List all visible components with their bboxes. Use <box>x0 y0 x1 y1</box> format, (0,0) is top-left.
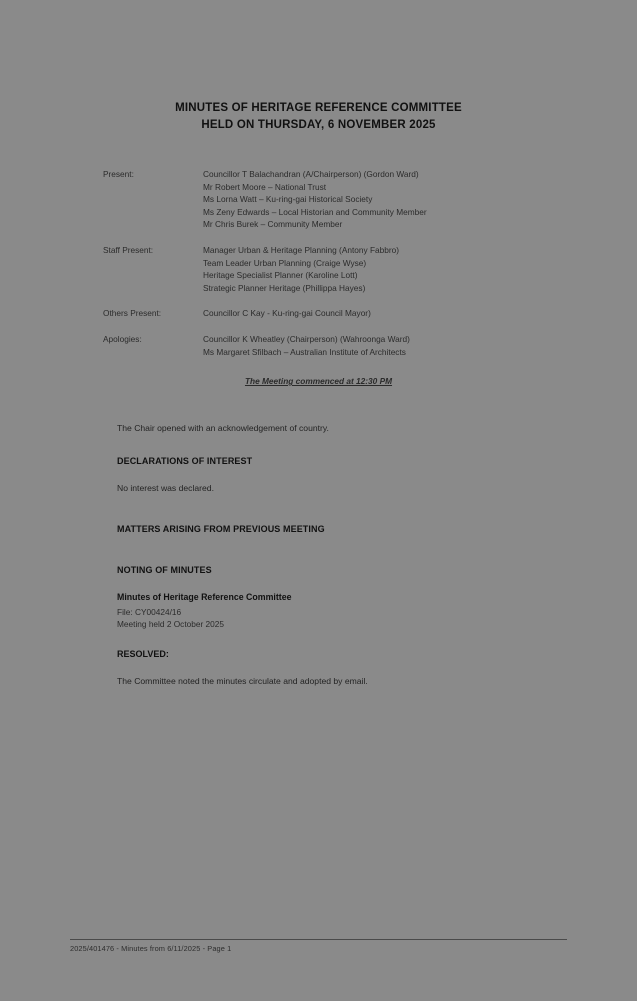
attendance-row-others-present <box>103 307 567 320</box>
attendance-label: Staff Present: <box>103 244 154 255</box>
document-body <box>117 422 567 688</box>
page-footer <box>70 939 567 953</box>
attendance-entry: Strategic Planner Heritage (Phillippa Hayes) <box>203 282 366 293</box>
attendance-entry: Ms Margaret Sfilbach – Australian Institute of Architects <box>203 346 406 357</box>
attendance-entry: Councillor C Kay - Ku-ring-gai Council Mayor) <box>203 308 371 319</box>
attendance-values <box>203 168 567 231</box>
attendance-label: Others Present: <box>103 308 162 319</box>
attendance-row-apologies <box>103 333 567 358</box>
meeting-commenced-note: The Meeting commenced at 12:30 PM <box>244 376 393 387</box>
attendance-values <box>203 307 567 320</box>
section-body-declarations: No interest was declared. <box>117 483 214 494</box>
attendance-entry: Councillor T Balachandran (A/Chairperson) (Gordon Ward) <box>203 169 419 179</box>
resolved-text: The Committee noted the minutes circulate and adopted by email. <box>117 676 368 687</box>
attendance-entry: Heritage Specialist Planner (Karoline Lott) <box>203 270 358 281</box>
attendance-entry: Mr Chris Burek – Community Member <box>203 219 343 230</box>
section-heading-matters-arising: MATTERS ARISING FROM PREVIOUS MEETING <box>117 524 325 535</box>
attendance-entry: Manager Urban & Heritage Planning (Antony Fabbro) <box>203 244 400 255</box>
attendance-entry: Team Leader Urban Planning (Craige Wyse) <box>203 257 367 268</box>
attendance-entry: Ms Zeny Edwards – Local Historian and Community Member <box>203 206 427 217</box>
document-title <box>0 100 637 134</box>
footer-divider <box>70 939 567 940</box>
acknowledgement-paragraph: The Chair opened with an acknowledgement of country. <box>117 423 329 434</box>
attendance-label: Present: <box>103 169 134 179</box>
attendance-row-present <box>103 168 567 231</box>
section-heading-noting-of-minutes: NOTING OF MINUTES <box>117 565 212 576</box>
resolved-label: RESOLVED: <box>117 649 169 660</box>
attendance-label: Apologies: <box>103 333 142 344</box>
attendance-values <box>203 333 567 358</box>
minutes-file-reference: File: CY00424/16 <box>117 607 182 618</box>
attendance-entry: Mr Robert Moore – National Trust <box>203 181 327 192</box>
attendance-row-staff-present <box>103 244 567 294</box>
attendance-entry: Councillor K Wheatley (Chairperson) (Wahroonga Ward) <box>203 333 410 344</box>
title-line-2: HELD ON THURSDAY, 6 NOVEMBER 2025 <box>201 119 436 131</box>
minutes-subheading: Minutes of Heritage Reference Committee <box>117 592 292 603</box>
attendance-entry: Ms Lorna Watt – Ku-ring-gai Historical Society <box>203 194 373 205</box>
attendance-values <box>203 244 567 294</box>
attendance-block <box>103 168 567 358</box>
footer-text: 2025/401476 - Minutes from 6/11/2025 - Page 1 <box>70 944 232 953</box>
minutes-meeting-date: Meeting held 2 October 2025 <box>117 619 225 630</box>
title-line-1: MINUTES OF HERITAGE REFERENCE COMMITTEE <box>175 102 462 114</box>
document-page <box>0 100 637 1001</box>
section-heading-declarations: DECLARATIONS OF INTEREST <box>117 456 253 467</box>
